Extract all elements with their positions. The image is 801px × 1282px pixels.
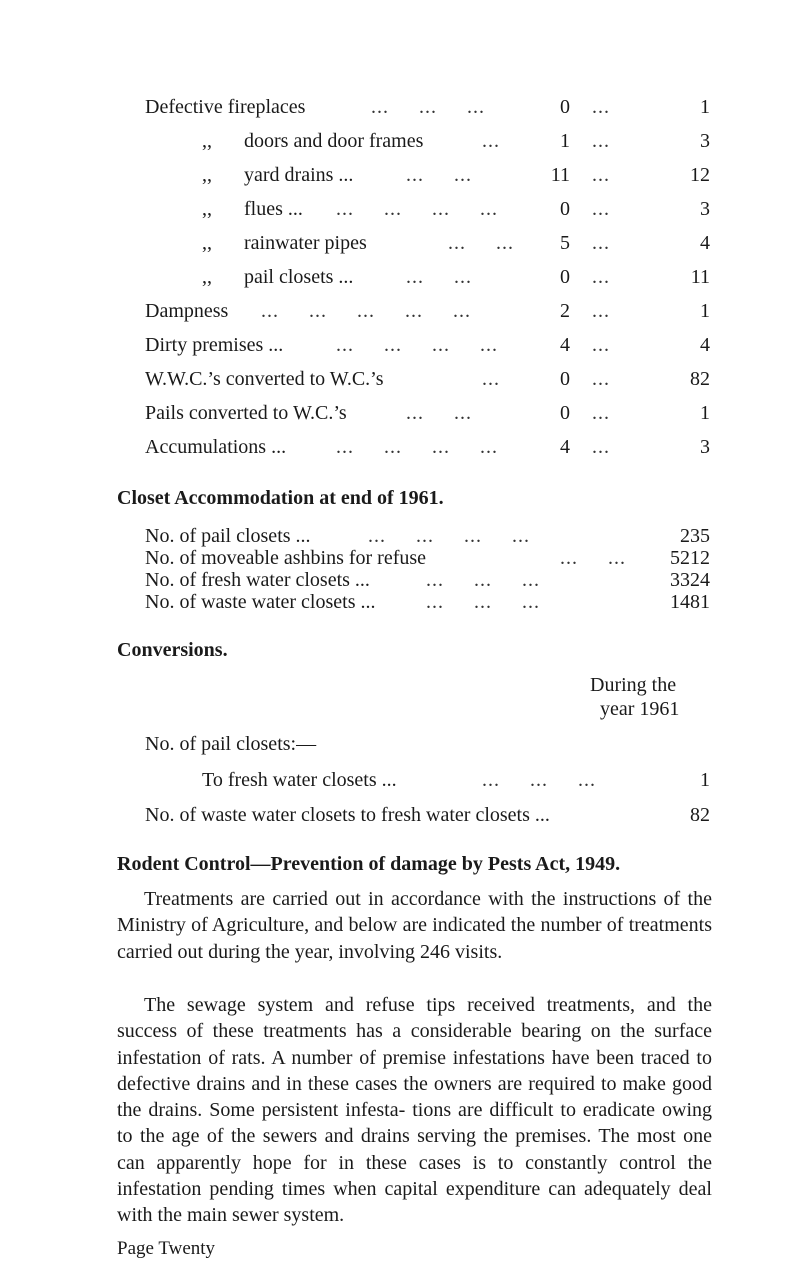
defect-count-b: 1: [700, 96, 710, 118]
fresh-water-value: 1: [700, 769, 710, 791]
leader-dots: ... ... ...: [482, 769, 596, 791]
ditto-mark: ,,: [202, 130, 212, 152]
leader-dots: ...: [592, 130, 610, 152]
defect-label: Accumulations ...: [145, 436, 287, 458]
closet-row-label: No. of pail closets ...: [145, 525, 311, 547]
defect-label: rainwater pipes: [244, 232, 367, 254]
leader-dots: ... ... ...: [426, 591, 540, 613]
closet-row-value: 1481: [670, 591, 710, 613]
leader-dots: ...: [592, 436, 610, 458]
defect-label: Defective fireplaces: [145, 96, 306, 118]
defect-count-a: 0: [560, 96, 570, 118]
ditto-mark: ,,: [202, 232, 212, 254]
leader-dots: ...: [592, 368, 610, 390]
closet-row-value: 3324: [670, 569, 710, 591]
page-number: Page Twenty: [117, 1238, 216, 1259]
rodent-heading: Rodent Control—Prevention of damage by Pests Act, 1949.: [117, 853, 621, 875]
defect-count-a: 2: [560, 300, 570, 322]
leader-dots: ...: [592, 232, 610, 254]
closet-row-label: No. of moveable ashbins for refuse: [145, 547, 427, 569]
rodent-paragraph-2: The sewage system and refuse tips received treatments, and the success of these treatments has a considerable bearing on the surface infestation of rats. A number of premise infestations have been traced to defective drains and in these cases the owners are required to make good the drains. Some persistent infesta- tions are difficult to eradicate owing to the age of the sewers and drains serving the premises. The most one can apparently hope for in these cases is to constantly control the infestation pending times when capital expenditure can adequately deal with the main sewer system.: [117, 994, 712, 1227]
defect-count-a: 0: [560, 368, 570, 390]
defect-label: Pails converted to W.C.’s: [145, 402, 347, 424]
waste-water-label: No. of waste water closets to fresh water closets ...: [145, 804, 550, 826]
defect-count-a: 11: [550, 164, 570, 186]
ditto-mark: ,,: [202, 198, 212, 220]
rodent-paragraph-1: Treatments are carried out in accordance with the instructions of the Ministry of Agriculture, and below are indicated the number of treatments carried out during the year, involving 246 visits.: [117, 888, 712, 963]
leader-dots: ...: [592, 334, 610, 356]
ditto-mark: ,,: [202, 266, 212, 288]
defect-count-b: 1: [700, 300, 710, 322]
leader-dots: ... ...: [406, 402, 472, 424]
leader-dots: ... ... ...: [371, 96, 485, 118]
leader-dots: ...: [592, 300, 610, 322]
closet-row-label: No. of fresh water closets ...: [145, 569, 370, 591]
defect-count-a: 5: [560, 232, 570, 254]
defect-count-a: 1: [560, 130, 570, 152]
defect-count-b: 3: [700, 130, 710, 152]
defect-count-b: 3: [700, 198, 710, 220]
fresh-water-label: To fresh water closets ...: [202, 769, 397, 791]
defect-count-b: 82: [690, 368, 710, 390]
leader-dots: ... ... ... ... ...: [261, 300, 471, 322]
leader-dots: ... ... ... ...: [336, 334, 498, 356]
pail-closets-label: No. of pail closets:—: [145, 733, 317, 755]
column-head: During the: [590, 674, 677, 696]
leader-dots: ...: [592, 198, 610, 220]
leader-dots: ... ...: [406, 164, 472, 186]
conversions-heading: Conversions.: [117, 639, 228, 661]
defect-label: pail closets ...: [244, 266, 354, 288]
defect-label: flues ...: [244, 198, 303, 220]
defect-count-b: 1: [700, 402, 710, 424]
column-head: year 1961: [600, 698, 680, 720]
closet-row-value: 5212: [670, 547, 710, 569]
leader-dots: ... ... ...: [426, 569, 540, 591]
leader-dots: ... ... ... ...: [336, 436, 498, 458]
leader-dots: ...: [482, 368, 500, 390]
defect-count-a: 0: [560, 266, 570, 288]
leader-dots: ...: [592, 266, 610, 288]
leader-dots: ...: [592, 96, 610, 118]
defect-count-b: 4: [700, 232, 710, 254]
waste-water-value: 82: [690, 804, 710, 826]
leader-dots: ...: [592, 164, 610, 186]
closet-heading: Closet Accommodation at end of 1961.: [117, 487, 444, 509]
closet-row-value: 235: [680, 525, 710, 547]
leader-dots: ...: [482, 130, 500, 152]
ditto-mark: ,,: [202, 164, 212, 186]
defect-label: doors and door frames: [244, 130, 424, 152]
defect-label: Dirty premises ...: [145, 334, 284, 356]
defect-label: yard drains ...: [244, 164, 354, 186]
defect-label: Dampness: [145, 300, 229, 322]
defect-count-b: 4: [700, 334, 710, 356]
closet-row-label: No. of waste water closets ...: [145, 591, 376, 613]
defect-count-a: 0: [560, 198, 570, 220]
defect-count-b: 11: [690, 266, 710, 288]
leader-dots: ... ...: [560, 547, 626, 569]
defect-count-b: 3: [700, 436, 710, 458]
leader-dots: ... ...: [448, 232, 514, 254]
defect-count-a: 4: [560, 334, 570, 356]
leader-dots: ... ...: [406, 266, 472, 288]
defect-count-b: 12: [690, 164, 710, 186]
leader-dots: ... ... ... ...: [336, 198, 498, 220]
defect-count-a: 4: [560, 436, 570, 458]
leader-dots: ...: [592, 402, 610, 424]
defect-label: W.W.C.’s converted to W.C.’s: [145, 368, 384, 390]
defect-count-a: 0: [560, 402, 570, 424]
leader-dots: ... ... ... ...: [368, 525, 530, 547]
